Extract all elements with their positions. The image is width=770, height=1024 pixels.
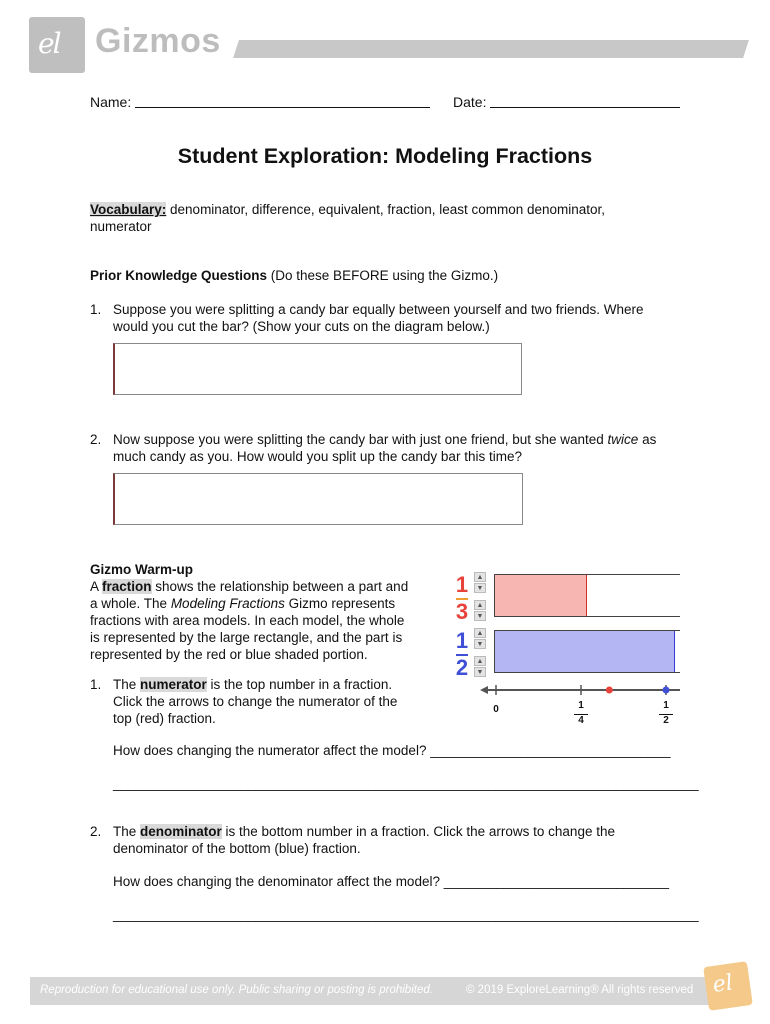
term-denominator: denominator (140, 824, 222, 839)
wu-q1-number: 1. (90, 677, 102, 692)
wu-q1-line1-b: is the top number in a fraction. (206, 677, 393, 692)
blue-numerator: 1 (455, 628, 469, 653)
wu-q2-answer-line[interactable]: ______________________________________________________________________________ (113, 907, 699, 922)
term-numerator: numerator (140, 677, 207, 692)
blue-denominator-down-arrow[interactable]: ▼ (474, 667, 486, 677)
logo-glyph: el (38, 27, 60, 60)
pk-q2-line1-a: Now suppose you were splitting the candy bar with just one friend, but she wanted (113, 432, 608, 447)
red-numerator-up-arrow[interactable]: ▲ (474, 572, 486, 582)
red-denominator: 3 (455, 599, 469, 624)
name-label: Name: (90, 94, 132, 110)
prior-knowledge-note: (Do these BEFORE using the Gizmo.) (267, 268, 499, 283)
tick-label-half-num: 1 (663, 700, 669, 711)
wu-q1-line1-a: The (113, 677, 141, 692)
pk-q2-line1 (113, 431, 723, 448)
blue-fraction-marker[interactable] (663, 687, 670, 694)
blue-shaded-portion (495, 631, 675, 672)
pk-q1-line2: would you cut the bar? (Show your cuts on the diagram below.) (113, 319, 490, 334)
red-shaded-portion (495, 575, 587, 616)
wu-q2-prompt[interactable]: How does changing the denominator affect the model? ______________________________ (113, 874, 669, 889)
number-line (450, 680, 682, 730)
wu-q1-text (113, 676, 433, 727)
prior-knowledge-title: Prior Knowledge Questions (90, 268, 268, 283)
warmup-p1b: shows the relationship between a part and (151, 579, 409, 594)
red-numerator-down-arrow[interactable]: ▼ (474, 583, 486, 593)
blue-denominator-up-arrow[interactable]: ▲ (474, 656, 486, 666)
warmup-p1a: A (90, 579, 103, 594)
prior-knowledge-heading (90, 267, 498, 284)
wu-q2-line1-b: is the bottom number in a fraction. Click the arrows to change the (221, 824, 615, 839)
pk-q1-line1: Suppose you were splitting a candy bar equally between yourself and two friends. Where (113, 302, 644, 317)
brand-name: Gizmos (95, 22, 221, 60)
vocabulary (90, 201, 710, 218)
page-title: Student Exploration: Modeling Fractions (177, 144, 593, 168)
candy-bar-diagram-1[interactable] (113, 343, 522, 395)
wu-q1-line3: top (red) fraction. (113, 711, 216, 726)
tick-label-quarter-den: 4 (574, 714, 588, 726)
pk-q2-number: 2. (90, 432, 102, 447)
wu-q2-number: 2. (90, 824, 102, 839)
header-decorative-bar (233, 40, 749, 58)
warmup-p3: fractions with area models. In each model, the whole (90, 613, 405, 628)
vocabulary-terms-cont: numerator (90, 219, 152, 234)
vocabulary-label: Vocabulary: (90, 202, 167, 217)
red-fraction-marker[interactable] (606, 687, 613, 694)
blue-denominator: 2 (455, 655, 469, 680)
wu-q1-line2: Click the arrows to change the numerator of the (113, 694, 398, 709)
tick-label-quarter-num: 1 (578, 700, 584, 711)
gizmos-logo (29, 17, 85, 73)
red-numerator: 1 (455, 572, 469, 597)
pk-q1-number: 1. (90, 302, 102, 317)
footer-logo-glyph: el (711, 970, 735, 998)
blue-numerator-up-arrow[interactable]: ▲ (474, 628, 486, 638)
red-denominator-down-arrow[interactable]: ▼ (474, 611, 486, 621)
wu-q2-line1-a: The (113, 824, 141, 839)
warmup-p4: is represented by the large rectangle, and the part is (90, 630, 403, 645)
wu-q1-answer-line[interactable]: ______________________________________________________________________________ (113, 776, 699, 791)
red-denominator-up-arrow[interactable]: ▲ (474, 600, 486, 610)
wu-q2-text (113, 823, 733, 857)
footer-copyright: © 2019 ExploreLearning® All rights reserved (466, 984, 694, 996)
gizmo-name: Modeling Fractions (170, 596, 285, 611)
tick-label-half-den: 2 (659, 714, 673, 726)
vocabulary-terms: denominator, difference, equivalent, fraction, least common denominator, (166, 202, 606, 217)
warmup-paragraph (90, 578, 430, 663)
tick-label-0: 0 (493, 704, 499, 715)
footer-usage-notice: Reproduction for educational use only. Public sharing or posting is prohibited. (40, 984, 433, 996)
date-line[interactable] (490, 107, 680, 108)
pk-q2-line1-b: as (638, 432, 657, 447)
blue-area-model (494, 630, 680, 673)
number-line-left-arrow-icon (480, 686, 488, 694)
wu-q2-line2: denominator of the bottom (blue) fraction. (113, 841, 361, 856)
warmup-heading: Gizmo Warm-up (90, 562, 193, 577)
date-label: Date: (453, 94, 487, 110)
candy-bar-diagram-2[interactable] (113, 473, 523, 525)
fraction-model (450, 570, 682, 730)
warmup-p5: represented by the red or blue shaded portion. (90, 647, 368, 662)
warmup-p2b: Gizmo represents (284, 596, 396, 611)
pk-q2-line2: much candy as you. How would you split up the candy bar this time? (113, 449, 522, 464)
blue-numerator-down-arrow[interactable]: ▼ (474, 639, 486, 649)
pk-q2-emphasis: twice (607, 432, 639, 447)
warmup-p2a: a whole. The (90, 596, 171, 611)
footer-logo (703, 961, 753, 1011)
name-line[interactable] (135, 107, 430, 108)
red-area-model (494, 574, 680, 617)
term-fraction: fraction (102, 579, 152, 594)
wu-q1-prompt[interactable]: How does changing the numerator affect the model? ________________________________ (113, 743, 671, 758)
